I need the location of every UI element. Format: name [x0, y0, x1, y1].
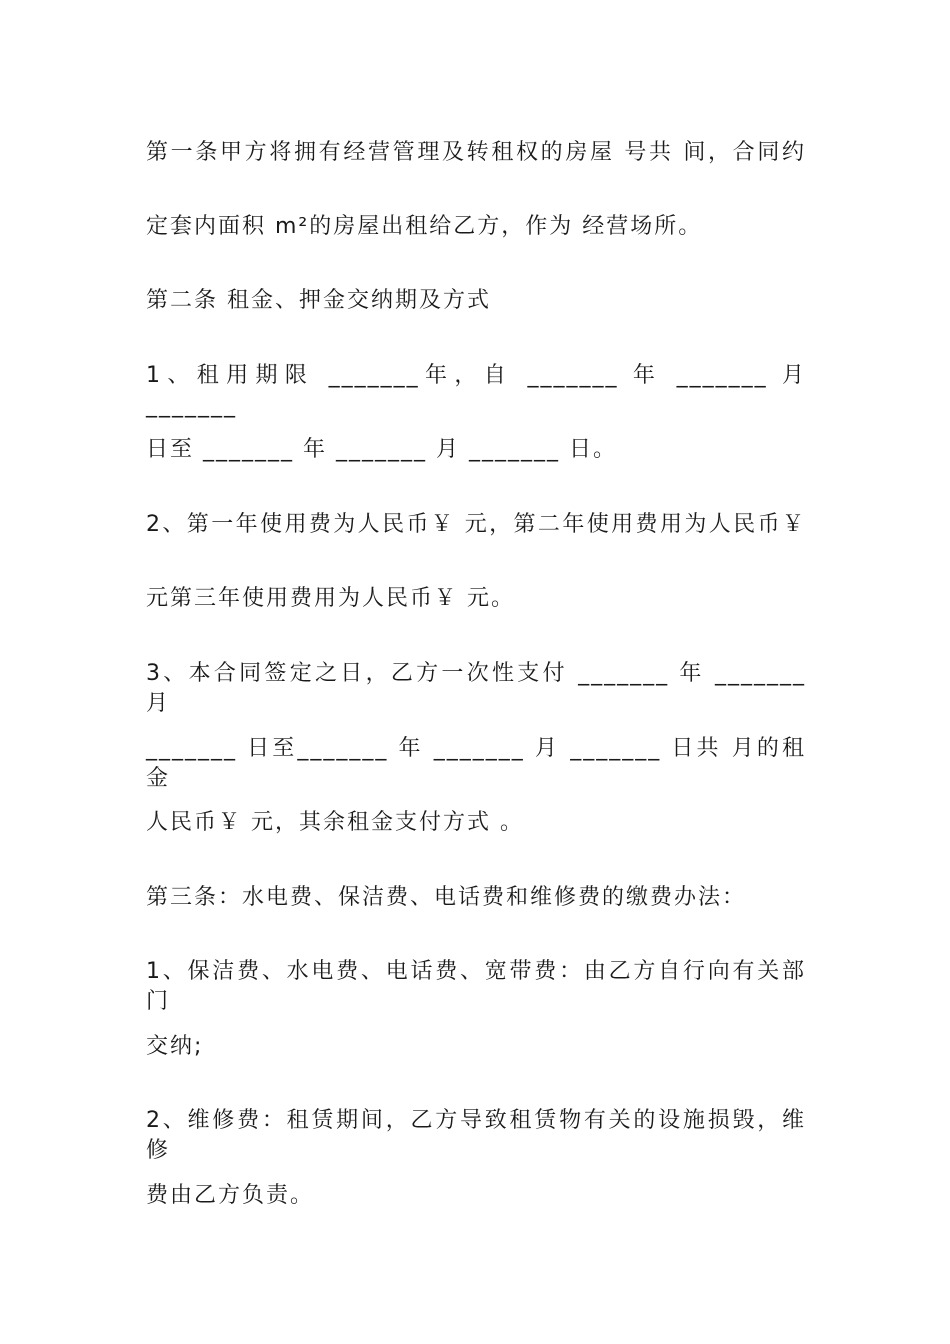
text-line: 1、保洁费、水电费、电话费、宽带费：由乙方自行向有关部门 [146, 959, 806, 1014]
text-line: _______ 日至_______ 年 _______ 月 _______ 日共 月的租金 [146, 736, 806, 791]
text-line: 人民币￥ 元，其余租金支付方式 。 [146, 810, 524, 835]
text-line: 2、第一年使用费为人民币￥ 元，第二年使用费用为人民币￥ [146, 512, 806, 537]
section-heading: 第二条 租金、押金交纳期及方式 [146, 288, 491, 313]
text-line: 日至 _______ 年 _______ 月 _______ 日。 [146, 437, 617, 462]
text-line: 1、租用期限 _______年，自 _______ 年 _______ 月 _______ [146, 363, 806, 418]
text-line: 3、本合同签定之日，乙方一次性支付 _______ 年 _______ 月 [146, 661, 806, 716]
text-line: 交纳; [146, 1034, 204, 1059]
text-line: 2、维修费：租赁期间，乙方导致租赁物有关的设施损毁，维修 [146, 1108, 806, 1163]
section-heading: 第三条：水电费、保洁费、电话费和维修费的缴费办法： [146, 885, 747, 910]
text-line: 费由乙方负责。 [146, 1183, 315, 1208]
text-line: 元第三年使用费用为人民币￥ 元。 [146, 586, 515, 611]
text-line: 定套内面积 m²的房屋出租给乙方，作为 经营场所。 [146, 214, 703, 239]
text-line: 第一条甲方将拥有经营管理及转租权的房屋 号共 间，合同约 [146, 140, 806, 165]
